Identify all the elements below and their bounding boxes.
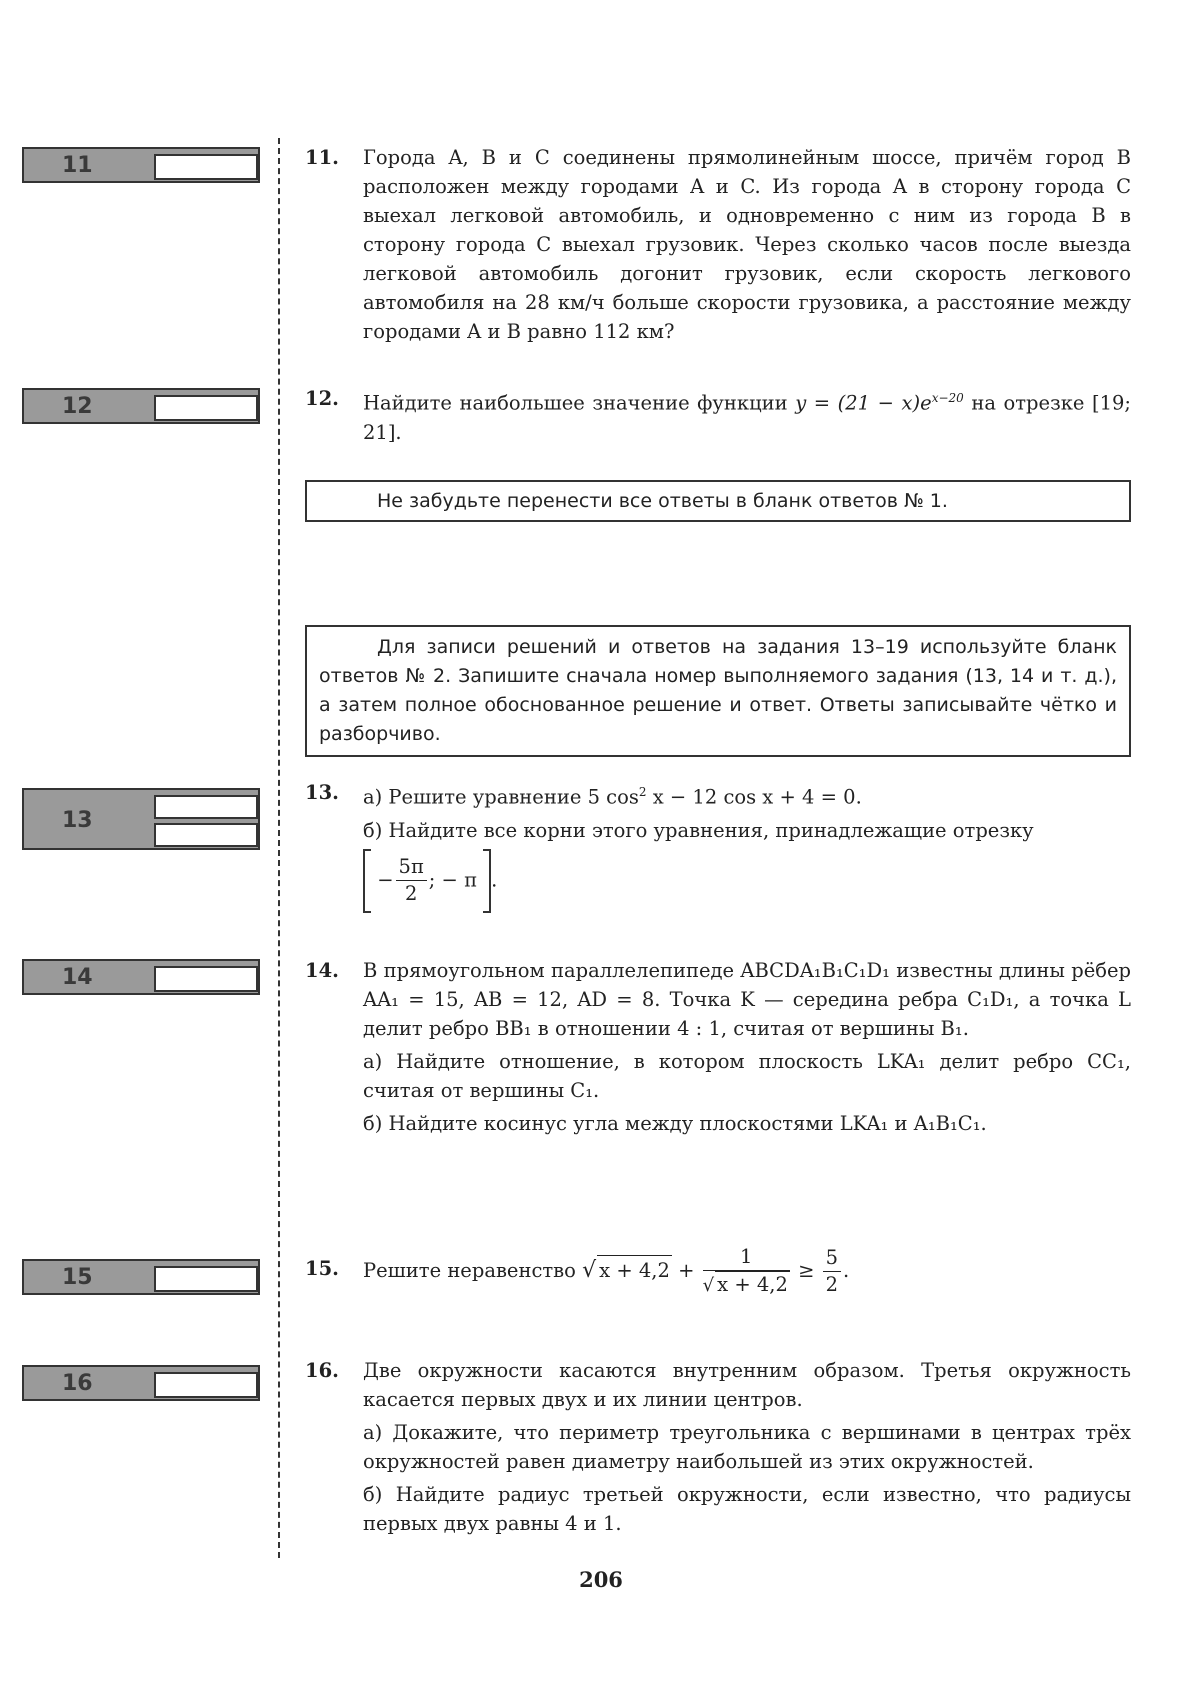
power: 2: [638, 785, 647, 799]
sqrt-radicand: x + 4,2: [717, 1273, 788, 1296]
function-formula: y = (21 − x)e: [795, 391, 932, 415]
segment-end: ; − π: [428, 868, 477, 891]
task-15: 15. Решите неравенство √ x + 4,2 + $\frac{1}{√ x + 4,2}$ ≥ $\frac{5}{2}$ .: [305, 1244, 1131, 1299]
task-text: Найдите наибольшее значение функции: [363, 391, 788, 415]
task-text: В прямоугольном параллелепипеде ABCDA₁B₁C₁D₁ известны длины рёбер AA₁ = 15, AB = 12, AD = 8. Точка K — середина ребра C₁D₁, а точка L делит ребро BB₁ в отношении 4 : 1, считая от вершины B₁.: [363, 959, 1131, 1040]
answer-box-b[interactable]: [154, 823, 258, 847]
sqrt-radicand: x + 4,2: [597, 1255, 672, 1285]
page-number: 206: [579, 1567, 623, 1592]
fraction-inverse: $\frac{1}{√ x + 4,2}$: [702, 1245, 788, 1296]
task-number: 14.: [305, 959, 339, 982]
function-exponent: x−20: [931, 391, 964, 405]
answer-tag-11: [22, 147, 260, 183]
notice-answer-sheet-1: Не забудьте перенести все ответы в бланк ответов № 1.: [305, 480, 1131, 522]
tag-number: 11: [62, 153, 93, 178]
tag-number: 12: [62, 394, 93, 419]
answer-tag-12: [22, 388, 260, 424]
part-a-text: а) Докажите, что периметр треугольника с вершинами в центрах трёх окружностей равен диаметру наибольшей из этих окружностей.: [363, 1421, 1131, 1473]
answer-box-a[interactable]: [154, 795, 258, 819]
task-text: Города A, B и C соединены прямолинейным шоссе, причём город B расположен между городами A и C. Из города A в сторону города C выехал легковой автомобиль, и одновременно с ним из города B в сторону города C выехал грузовик. Через сколько часов после выезда легковой автомобиль догонит грузовик, если скорость легкового автомобиля на 28 км/ч больше скорости грузовика, а расстояние между городами A и B равно 112 км?: [363, 146, 1131, 343]
segment: [363, 849, 1131, 913]
fraction-five-halves: [823, 1245, 841, 1298]
task-text: Решите неравенство: [363, 1259, 576, 1282]
tag-number: 15: [62, 1265, 93, 1290]
answer-tag-14: [22, 959, 260, 995]
plus-sign: +: [678, 1259, 695, 1282]
part-a-text: а) Найдите отношение, в котором плоскость LKA₁ делит ребро CC₁, считая от вершины C₁.: [363, 1050, 1131, 1102]
numerator: 1: [703, 1244, 790, 1271]
notice-answer-sheet-2: [305, 625, 1131, 757]
task-text: Две окружности касаются внутренним образом. Третья окружность касается первых двух и их линии центров.: [363, 1359, 1131, 1411]
answer-box[interactable]: [154, 1266, 258, 1292]
part-b-text: б) Найдите радиус третьей окружности, если известно, что радиусы первых двух равны 4 и 1.: [363, 1483, 1131, 1535]
notice-text: Для записи решений и ответов на задания 13–19 используйте бланк ответов № 2. Запишите сначала номер выполняемого задания (13, 14 и т. д.), а затем полное обоснованное решение и ответ. Ответы записывайте чётко и разборчиво.: [319, 636, 1117, 745]
answer-box[interactable]: [154, 154, 258, 180]
fraction: [396, 854, 427, 907]
task-number: 16.: [305, 1359, 339, 1382]
part-b-text: б) Найдите все корни этого уравнения, принадлежащие отрезку: [363, 818, 1034, 842]
task-16: [305, 1356, 1131, 1542]
answer-tag-16: [22, 1365, 260, 1401]
numerator: 5: [823, 1245, 841, 1272]
task-number: 11.: [305, 146, 339, 169]
answer-tag-13: [22, 788, 260, 850]
bracket-left: [363, 849, 371, 913]
answer-box[interactable]: [154, 395, 258, 421]
denominator: 2: [825, 1273, 839, 1296]
cut-line: [278, 138, 280, 1558]
task-number: 15.: [305, 1257, 339, 1280]
part-a-text: а) Решите уравнение 5 cos: [363, 785, 639, 809]
period: .: [491, 868, 498, 891]
answer-box[interactable]: [154, 1372, 258, 1398]
geq-sign: ≥: [798, 1259, 815, 1282]
answer-tag-15: [22, 1259, 260, 1295]
bracket-right: [483, 849, 491, 913]
numerator: 5π: [396, 854, 427, 881]
task-number: 12.: [305, 387, 339, 410]
answer-box[interactable]: [154, 966, 258, 992]
task-14: [305, 956, 1131, 1142]
denominator: 2: [404, 882, 418, 905]
task-11: [305, 143, 1131, 350]
tag-number: 14: [62, 965, 93, 990]
task-text-end: на отрезке [19; 21].: [363, 391, 1131, 444]
task-13: [305, 778, 1131, 913]
part-b-text: б) Найдите косинус угла между плоскостями LKA₁ и A₁B₁C₁.: [363, 1112, 987, 1135]
part-a-equation: x − 12 cos x + 4 = 0.: [646, 785, 862, 809]
tag-number: 13: [62, 808, 93, 833]
task-12: [305, 384, 1131, 451]
task-number: 13.: [305, 781, 339, 804]
period: .: [843, 1259, 850, 1282]
tag-number: 16: [62, 1371, 93, 1396]
minus-sign: −: [377, 868, 394, 891]
